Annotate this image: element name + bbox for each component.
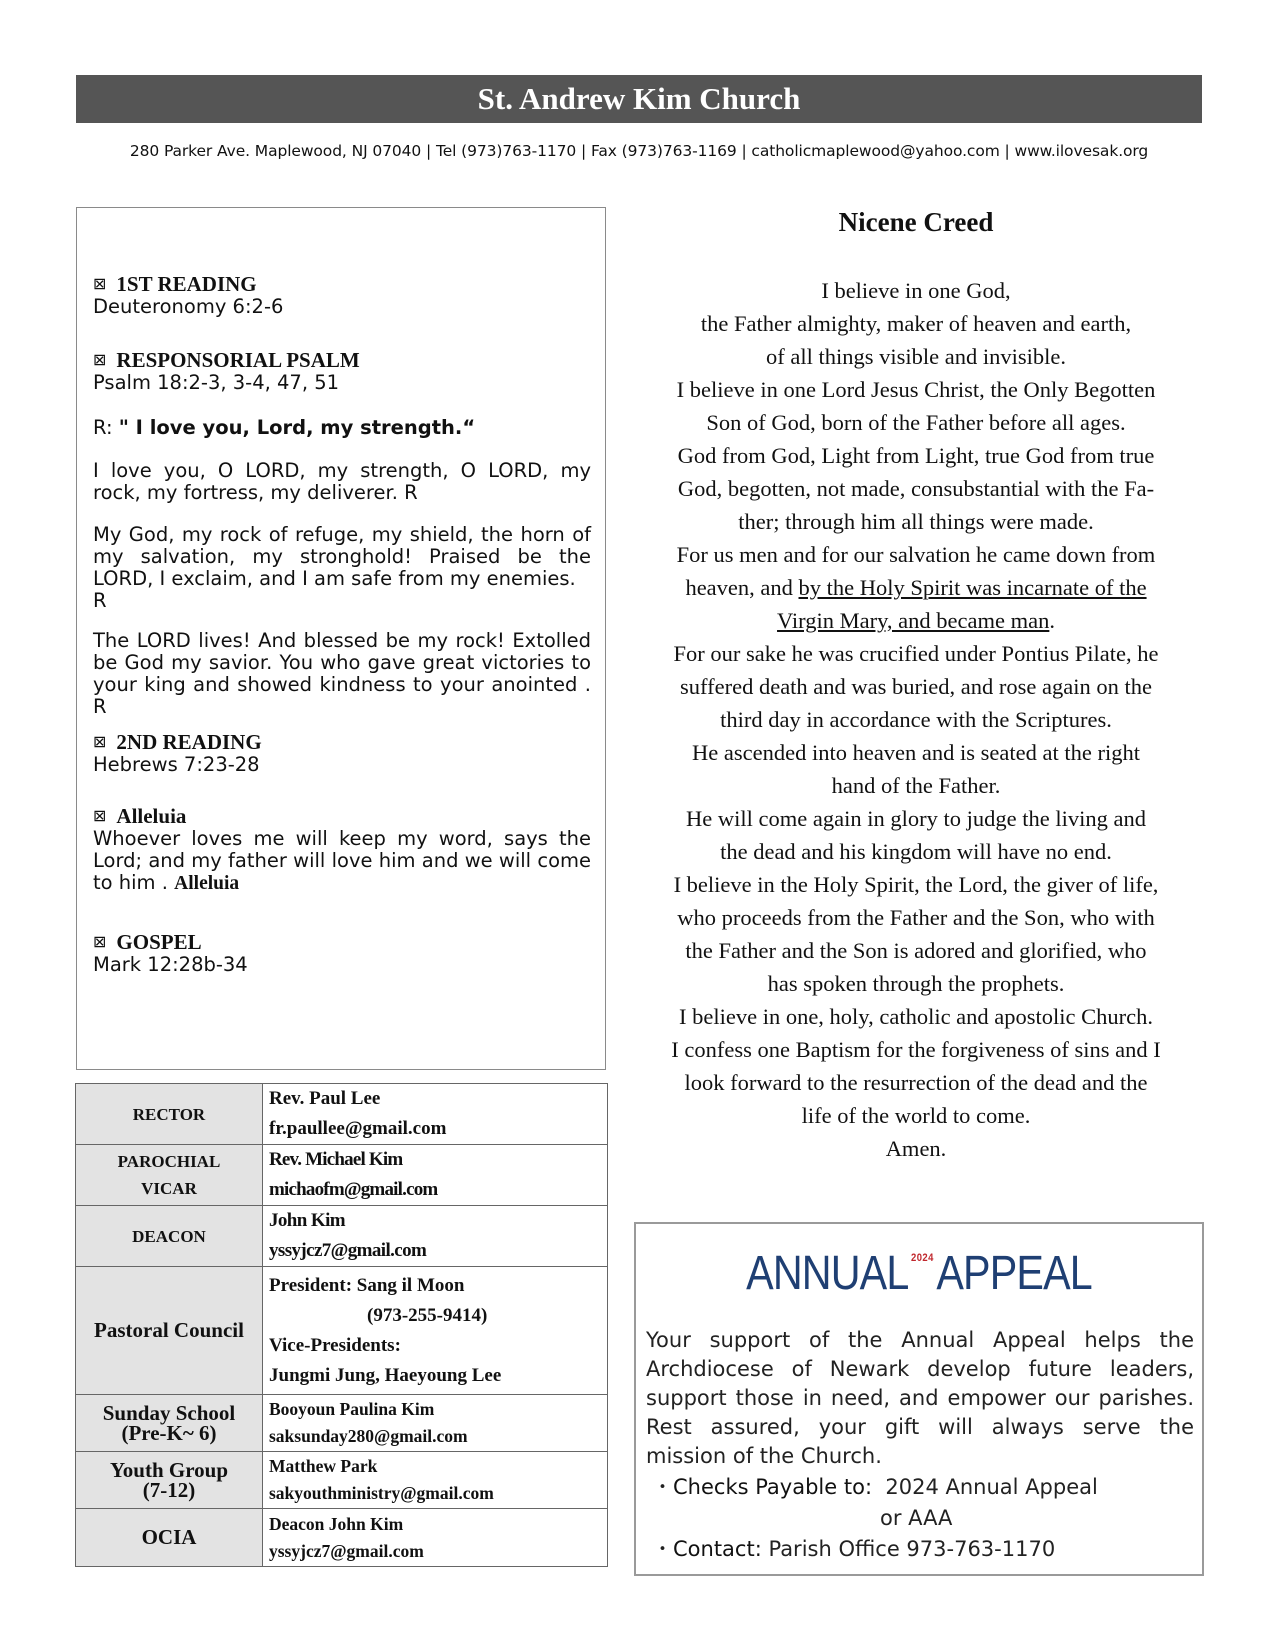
alleluia bbox=[93, 804, 591, 895]
cross-bullet-icon: ⊠ bbox=[93, 350, 107, 369]
cross-bullet-icon: ⊠ bbox=[93, 732, 107, 751]
table-row bbox=[76, 1395, 608, 1452]
table-row bbox=[76, 1206, 608, 1267]
gospel bbox=[93, 930, 591, 976]
creed-title: Nicene Creed bbox=[838, 207, 994, 237]
appeal-body: Your support of the Annual Appeal helps the Archdiocese of Newark develop future leaders, support those in need, and empower our parishes. Rest assured, your gift will always serve the mission of the Church. bbox=[646, 1328, 1194, 1468]
staff-table bbox=[75, 1083, 608, 1567]
alleluia-text: Whoever loves me will keep my word, says the Lord; and my father will love him and we will come to him . bbox=[93, 827, 591, 894]
staff-info: Rev. Paul Lee fr.paullee@gmail.com bbox=[263, 1084, 608, 1145]
table-row bbox=[76, 1267, 608, 1395]
psalm-verse-2: My God, my rock of refuge, my shield, the horn of my salvation, my stronghold! Praised be the LORD, I exclaim, and I am safe from my enemies. R bbox=[93, 523, 591, 612]
first-reading-heading: 1ST READING bbox=[116, 272, 257, 296]
staff-role: DEACON bbox=[76, 1206, 263, 1267]
psalm-response: R: " I love you, Lord, my strength.“ bbox=[93, 416, 476, 439]
table-row bbox=[76, 1509, 608, 1567]
annual-appeal-logo: ANNUAL 2024 APPEAL bbox=[746, 1247, 1092, 1300]
staff-role: RECTOR bbox=[76, 1084, 263, 1145]
psalm-ref: Psalm 18:2-3, 3-4, 47, 51 bbox=[93, 371, 340, 394]
psalm-verse-3: The LORD lives! And blessed be my rock! Extolled be God my savior. You who gave great victories to your king and showed kindness to your anointed . R bbox=[93, 629, 591, 718]
second-reading-heading: 2ND READING bbox=[116, 730, 262, 754]
staff-role: OCIA bbox=[76, 1509, 263, 1567]
table-row bbox=[76, 1452, 608, 1509]
cross-bullet-icon: ⊠ bbox=[93, 806, 107, 825]
second-reading-ref: Hebrews 7:23-28 bbox=[93, 753, 260, 776]
gospel-ref: Mark 12:28b-34 bbox=[93, 953, 248, 976]
contact-line: 280 Parker Ave. Maplewood, NJ 07040 | Tel (973)763-1170 | Fax (973)763-1169 | catholicmaplewood@yahoo.com | www.ilovesak.org bbox=[129, 142, 1149, 160]
alleluia-closing: Alleluia bbox=[174, 873, 240, 894]
psalm-heading: RESPONSORIAL PSALM bbox=[116, 348, 360, 372]
staff-info: Deacon John Kim yssyjcz7@gmail.com bbox=[263, 1509, 608, 1567]
responsorial-psalm bbox=[93, 348, 591, 394]
staff-role: Pastoral Council bbox=[76, 1267, 263, 1395]
staff-role: Sunday School (Pre-K~ 6) bbox=[76, 1395, 263, 1452]
table-row bbox=[76, 1084, 608, 1145]
table-row bbox=[76, 1145, 608, 1206]
staff-role: Youth Group (7-12) bbox=[76, 1452, 263, 1509]
first-reading bbox=[93, 272, 591, 318]
staff-info: Matthew Park sakyouthministry@gmail.com bbox=[263, 1452, 608, 1509]
staff-info: President: Sang il Moon (973-255-9414) Vice-Presidents: Jungmi Jung, Haeyoung Lee bbox=[263, 1267, 608, 1395]
church-name: St. Andrew Kim Church bbox=[477, 81, 801, 116]
staff-info: John Kim yssyjcz7@gmail.com bbox=[263, 1206, 608, 1267]
cross-bullet-icon: ⊠ bbox=[93, 274, 107, 293]
first-reading-ref: Deuteronomy 6:2-6 bbox=[93, 295, 284, 318]
staff-info: Booyoun Paulina Kim saksunday280@gmail.com bbox=[263, 1395, 608, 1452]
creed-text: I believe in one God, the Father almighty, maker of heaven and earth, of all things visible and invisible. I believe in one Lord Jesus Christ, the Only Begotten Son of God, born of the Father before all ages. God from God, Light from Light, true God from true God, begotten, not made, consubstantial with the Fa- ther; through him all things were made. For us men and for our salvation he came down from heaven, and by the Holy Spirit was incarnate of the Virgin Mary, and became man. For our sake he was crucified under Pontius Pilate, he suffered death and was buried, and rose again on the third day in accordance with the Scriptures. He ascended into heaven and is seated at the right hand of the Father. He will come again in glory to judge the living and the dead and his kingdom will have no end. I believe in the Holy Spirit, the Lord, the giver of life, who proceeds from the Father and the Son, who with the Father and the Son is adored and glorified, who has spoken through the prophets. I believe in one, holy, catholic and apostolic Church. I confess one Baptism for the forgiveness of sins and I look forward to the resurrection of the dead and the life of the world to come. Amen. bbox=[671, 278, 1161, 1161]
church-title-bar bbox=[76, 75, 1202, 123]
appeal-details bbox=[652, 1472, 1192, 1565]
contact-item: ・Contact: Parish Office 973-763-1170 bbox=[652, 1537, 1056, 1561]
checks-payable-item: ・Checks Payable to: 2024 Annual Appeal bbox=[652, 1475, 1098, 1499]
annual-appeal-box bbox=[634, 1222, 1204, 1576]
cross-bullet-icon: ⊠ bbox=[93, 932, 107, 951]
second-reading bbox=[93, 730, 591, 776]
gospel-heading: GOSPEL bbox=[116, 930, 202, 954]
psalm-verse-1: I love you, O LORD, my strength, O LORD, my rock, my fortress, my deliverer. R bbox=[93, 459, 591, 504]
psalm-response-text: " I love you, Lord, my strength.“ bbox=[118, 416, 476, 439]
alleluia-heading: Alleluia bbox=[116, 804, 187, 828]
readings-box bbox=[76, 207, 606, 1070]
checks-payable-alt: or AAA bbox=[880, 1506, 953, 1530]
staff-info: Rev. Michael Kim michaofm@gmail.com bbox=[263, 1145, 608, 1206]
staff-role: PAROCHIAL VICAR bbox=[76, 1145, 263, 1206]
